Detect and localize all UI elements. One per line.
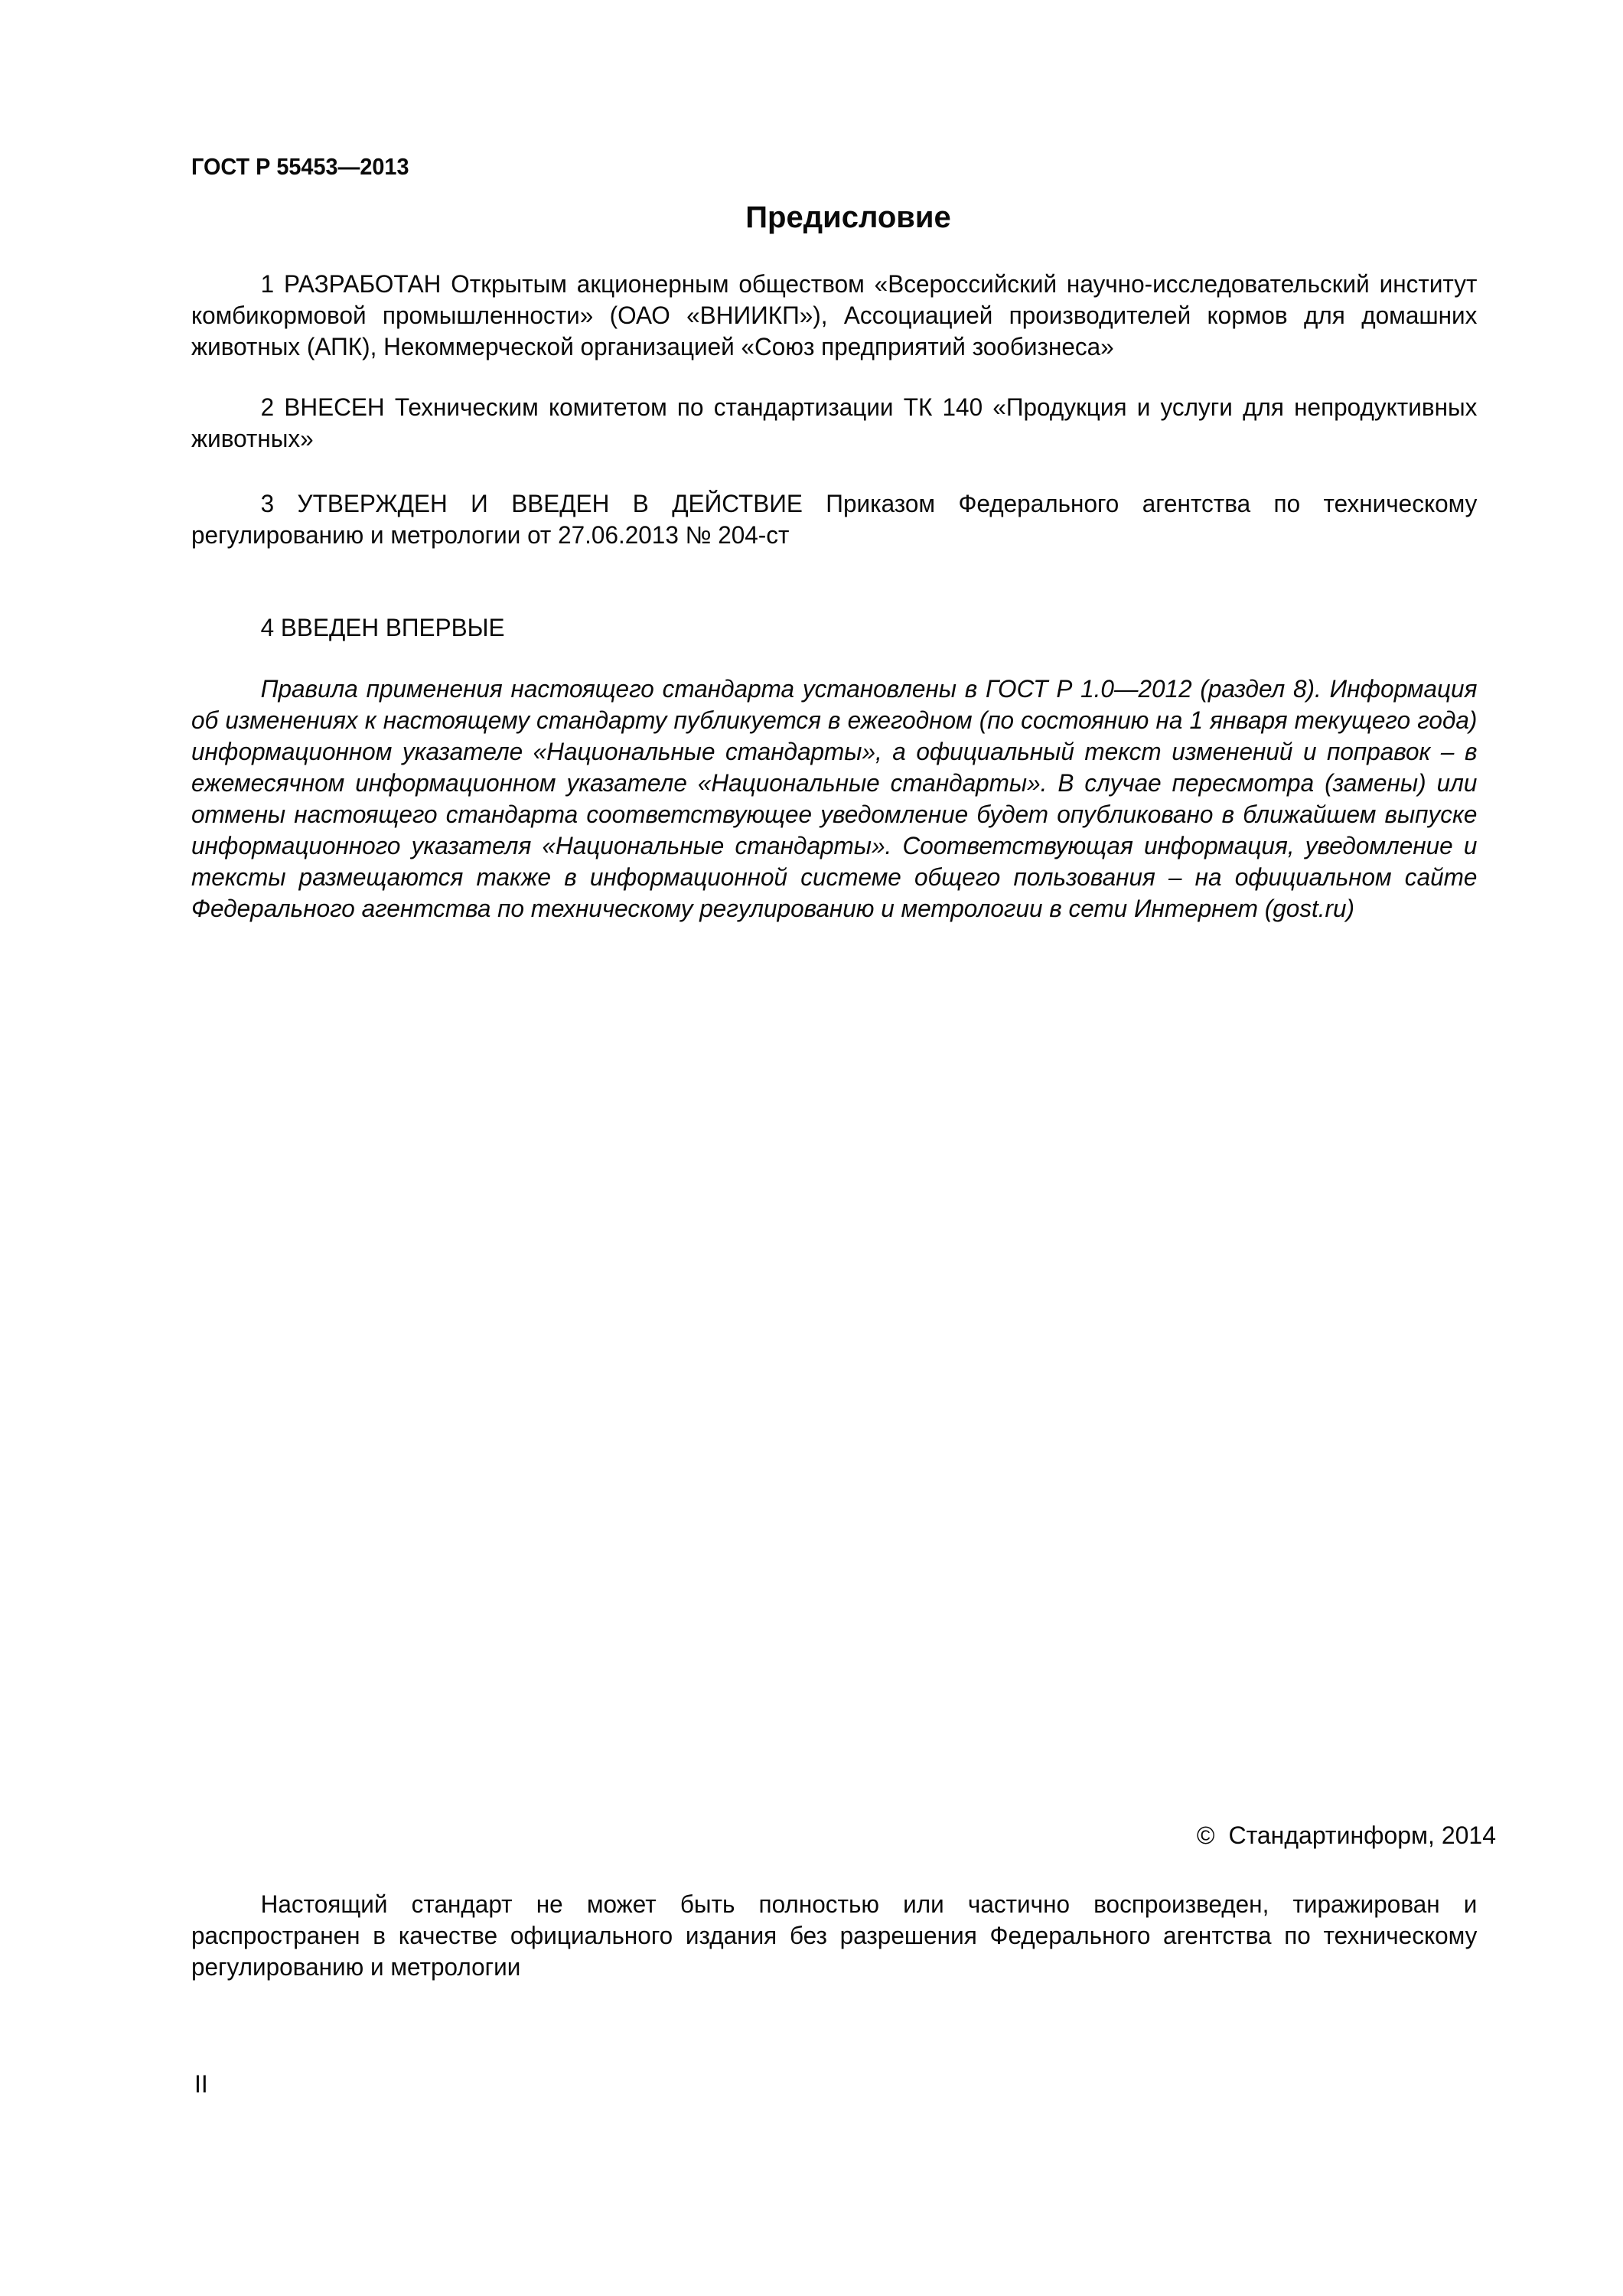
- item-lead: 4 ВВЕДЕН ВПЕРВЫЕ: [260, 614, 505, 641]
- foreword-item-first-introduced: [191, 612, 1477, 644]
- item-text: Приказом Федерального агентства по техническому регулированию и метрологии от 27.06.2013 № 204-ст: [191, 490, 1478, 549]
- item-lead: 1 РАЗРАБОТАН: [260, 270, 442, 298]
- page-number: II: [194, 2070, 208, 2098]
- foreword-item-approved: [191, 488, 1477, 551]
- application-rules-paragraph: Правила применения настоящего стандарта установлены в ГОСТ Р 1.0—2012 (раздел 8). Информация об изменениях к настоящему стандарту публикуется в ежегодном (по состоянию на 1 января текущего года) информационном указателе «Национальные стандарты», а официальный текст изменений и поправок – в ежемесячном информационном указателе «Национальные стандарты». В случае пересмотра (замены) или отмены настоящего стандарта соответствующее уведомление будет опубликовано в ближайшем выпуске информационного указателя «Национальные стандарты». Соответствующая информация, уведомление и тексты размещаются также в информационной системе общего пользования – на официальном сайте Федерального агентства по техническому регулированию и метрологии в сети Интернет (gost.ru): [191, 675, 1478, 922]
- item-lead: 3 УТВЕРЖДЕН И ВВЕДЕН В ДЕЙСТВИЕ: [260, 490, 803, 517]
- reproduction-notice: Настоящий стандарт не может быть полностью или частично воспроизведен, тиражирован и распространен в качестве официального издания без разрешения Федерального агентства по техническому регулированию и метрологии: [191, 1890, 1478, 1981]
- foreword-item-developed: [191, 269, 1477, 363]
- item-text: Техническим комитетом по стандартизации ТК 140 «Продукция и услуги для непродуктивных животных»: [191, 393, 1478, 452]
- copyright-icon: ©: [1196, 1821, 1215, 1849]
- page-title: Предисловие: [745, 201, 951, 234]
- document-code-header: ГОСТ Р 55453—2013: [191, 153, 409, 180]
- copyright-line: [1197, 1820, 1496, 1851]
- copyright-text: Стандартинформ, 2014: [1228, 1821, 1496, 1849]
- foreword-item-introduced: [191, 392, 1477, 455]
- item-lead: 2 ВНЕСЕН: [260, 393, 385, 421]
- item-text: Открытым акционерным обществом «Всероссийский научно-исследовательский институт комбикормовой промышленности» (ОАО «ВНИИКП»), Ассоциацией производителей кормов для домашних животных (АПК), Некоммерческой организацией «Союз предприятий зообизнеса»: [191, 270, 1478, 360]
